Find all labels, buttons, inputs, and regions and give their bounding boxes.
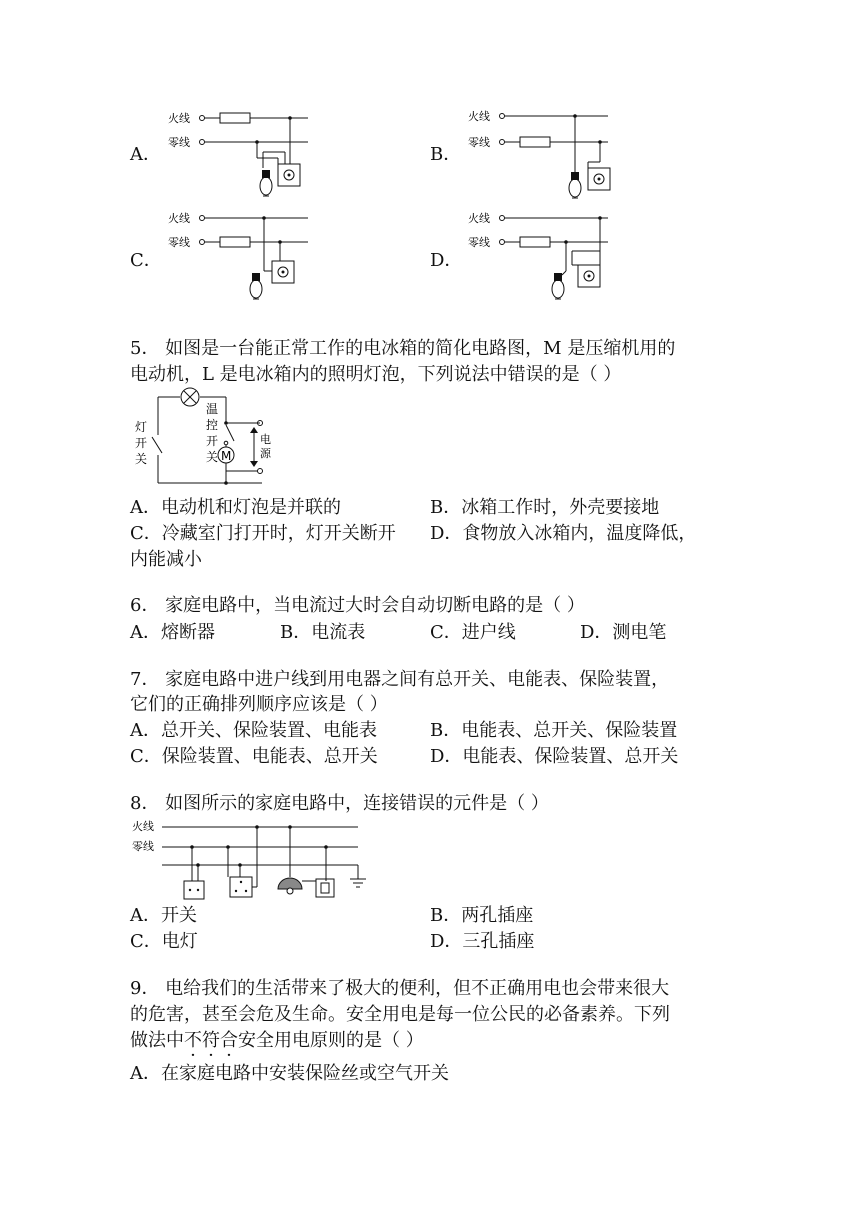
q7-option-c[interactable]: C．保险装置、电能表、总开关 <box>130 746 378 767</box>
q6-option-b[interactable]: B．电流表 <box>280 622 366 643</box>
q4-option-b-diagram <box>430 100 630 210</box>
lamp-switch-label-3: 关 <box>135 452 148 466</box>
q8-option-d[interactable]: D．三孔插座 <box>430 931 535 952</box>
circuit-diagram-d <box>460 205 630 315</box>
thermo-switch-label-1: 温 <box>206 402 219 416</box>
emphasis-char: 符 <box>202 1030 220 1051</box>
option-label: D． <box>430 250 463 271</box>
q9-stem-line2: 的危害，甚至会危及生命。安全用电是每一位公民的必备素养。下列 <box>130 1004 670 1025</box>
lamp-shade <box>278 878 302 889</box>
q5-option-b[interactable]: B．冰箱工作时，外壳要接地 <box>430 497 660 518</box>
q8-option-a[interactable]: A．开关 <box>130 905 197 926</box>
q9-line3-prefix: 做法中 <box>130 1030 184 1051</box>
q9-line3-suffix: 安全用电原则的是（ ） <box>238 1030 424 1051</box>
q9-stem-line1: 9． 电给我们的生活带来了极大的便利，但不正确用电也会带来很大 <box>130 978 670 999</box>
household-circuit-diagram <box>130 815 380 905</box>
thermo-switch-label-2: 控 <box>206 418 219 432</box>
q5-stem-line2: 电动机，L 是电冰箱内的照明灯泡，下列说法中错误的是（ ） <box>130 364 622 385</box>
live-wire-label: 火线 <box>168 112 190 125</box>
emphasis-char: 不 <box>184 1030 202 1051</box>
switch-box <box>316 879 334 897</box>
live-wire-label: 火线 <box>168 212 190 225</box>
lamp-switch-label-2: 开 <box>135 436 148 450</box>
q8-stem: 8． 如图所示的家庭电路中，连接错误的元件是（ ） <box>130 793 549 814</box>
two-pin-socket <box>184 881 204 899</box>
option-label: B． <box>430 144 462 165</box>
three-pin-socket <box>230 877 252 897</box>
option-label: A． <box>130 144 161 165</box>
live-wire-label: 火线 <box>132 820 154 833</box>
power-label-2: 源 <box>260 447 271 460</box>
q4-option-d-diagram <box>430 205 630 315</box>
q6-option-a[interactable]: A．熔断器 <box>130 622 215 643</box>
option-label: C． <box>130 250 162 271</box>
q7-stem-line2: 它们的正确排列顺序应该是（ ） <box>130 694 388 715</box>
q5-stem-line1: 5． 如图是一台能正常工作的电冰箱的简化电路图，M 是压缩机用的 <box>130 338 676 359</box>
emphasis-char: 合 <box>220 1030 238 1051</box>
lamp-switch-label-1: 灯 <box>135 420 148 434</box>
q6-option-d[interactable]: D．测电笔 <box>580 622 667 643</box>
circuit-diagram-c <box>160 205 330 315</box>
q5-option-d[interactable]: D．食物放入冰箱内，温度降低， <box>430 523 697 544</box>
q5-option-c[interactable]: C．冷藏室门打开时，灯开关断开 <box>130 523 396 544</box>
circuit-diagram-a <box>160 100 330 210</box>
neutral-wire-label: 零线 <box>168 236 190 249</box>
q7-option-d[interactable]: D．电能表、保险装置、总开关 <box>430 746 679 767</box>
q8-option-b[interactable]: B．两孔插座 <box>430 905 534 926</box>
circuit-diagram-b <box>460 100 630 210</box>
motor-label: M <box>221 449 232 463</box>
thermo-switch-label-3: 开 <box>206 434 219 448</box>
q5-option-a[interactable]: A．电动机和灯泡是并联的 <box>130 497 341 518</box>
q6-option-c[interactable]: C．进户线 <box>430 622 516 643</box>
q9-stem-line3 <box>130 1028 424 1054</box>
q7-option-b[interactable]: B．电能表、总开关、保险装置 <box>430 720 678 741</box>
q7-stem-line1: 7． 家庭电路中进户线到用电器之间有总开关、电能表、保险装置， <box>130 669 670 690</box>
live-wire-label: 火线 <box>468 110 490 123</box>
thermo-switch-label-4: 关 <box>206 450 219 464</box>
q4-option-c-diagram <box>130 205 330 315</box>
q5-option-d-continued: 内能减小 <box>130 549 202 570</box>
q6-stem: 6． 家庭电路中，当电流过大时会自动切断电路的是（ ） <box>130 595 585 616</box>
refrigerator-circuit-diagram <box>130 385 280 490</box>
q8-option-c[interactable]: C．电灯 <box>130 931 198 952</box>
q7-option-a[interactable]: A．总开关、保险装置、电能表 <box>130 720 377 741</box>
neutral-wire-label: 零线 <box>468 236 490 249</box>
q4-option-a-diagram <box>130 100 330 210</box>
neutral-wire-label: 零线 <box>168 136 190 149</box>
neutral-wire-label: 零线 <box>468 136 490 149</box>
power-label-1: 电 <box>260 433 271 446</box>
q9-option-a[interactable]: A．在家庭电路中安装保险丝或空气开关 <box>130 1063 449 1084</box>
neutral-wire-label: 零线 <box>132 840 154 853</box>
live-wire-label: 火线 <box>468 212 490 225</box>
